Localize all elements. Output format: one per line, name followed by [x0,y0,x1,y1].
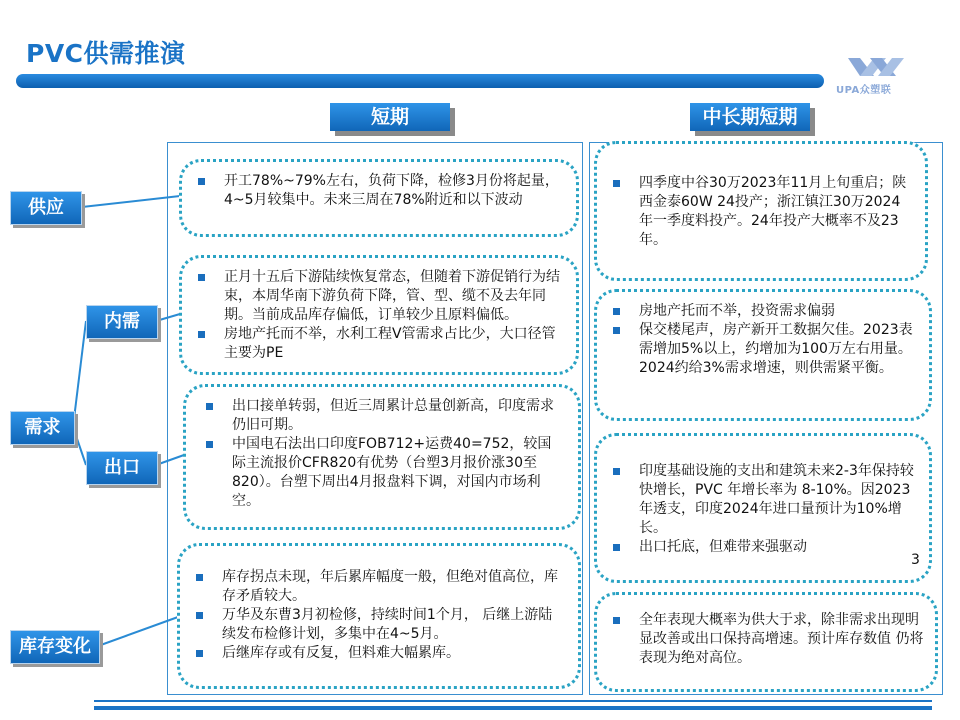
logo-text: UPA众塑联 [836,85,892,96]
long-domestic-card [594,289,932,421]
long-term-header: 中长期短期 [690,103,810,131]
list-item: 万华及东曹3月初检修，持续时间1个月， 后继上游陆续发布检修计划，多集中在4~5月。 [194,606,564,644]
list-item: 后继库存或有反复，但料难大幅累库。 [194,644,564,663]
label-inventory-change: 库存变化 [10,630,100,664]
list-item: 房地产托而不举，投资需求偏弱 [611,302,915,321]
list-item: 全年表现大概率为供大于求，除非需求出现明显改善或出口保持高增速。预计库存数值 仍将表现为绝对高位。 [611,611,925,668]
long-export-card [594,433,932,583]
short-inventory-card [177,543,581,689]
page-number: 3 [911,552,920,568]
list-item: 出口接单转弱，但近三周累计总量创新高，印度需求仍旧可期。 [204,397,564,435]
label-domestic-demand: 内需 [86,305,158,339]
short-domestic-card [179,255,579,375]
label-supply: 供应 [10,191,82,225]
label-export: 出口 [86,451,158,485]
footer-line-thick [94,706,932,710]
label-demand: 需求 [10,411,75,445]
list-item: 中国电石法出口印度FOB712+运费40=752，较国际主流报价CFR820有优势（台塑3月报价涨30至820）。台塑下周出4月报盘料下调，对国内市场利空。 [204,435,564,511]
list-item: 库存拐点未现，年后累库幅度一般，但绝对值高位，库存矛盾较大。 [194,568,564,606]
list-item: 出口托底，但难带来强驱动 [611,538,915,557]
long-supply-card [594,141,928,281]
long-inventory-card [594,592,938,692]
list-item: 开工78%~79%左右，负荷下降，检修3月份将起量，4~5月较集中。未来三周在78%附近和以下波动 [196,172,562,210]
list-item: 四季度中谷30万2023年11月上旬重启；陕西金泰60W 24投产；浙江镇江30万2024年一季度料投产。24年投产大概率不及23年。 [611,174,911,250]
list-item: 保交楼尾声，房产新开工数据欠佳。2023表需增加5%以上，约增加为100万左右用量。2024约给3%需求增速，则供需紧平衡。 [611,321,915,378]
list-item: 房地产托而不举，水利工程V管需求占比少，大口径管主要为PE [196,325,562,363]
short-export-card [183,384,581,530]
short-supply-card [179,159,579,237]
footer-line [94,700,932,702]
list-item: 正月十五后下游陆续恢复常态，但随着下游促销行为结束，本周华南下游负荷下降，管、型、缆不及去年同期。当前成品库存偏低，订单较少且原料偏低。 [196,268,562,325]
page-title: PVC供需推演 [26,39,186,68]
list-item: 印度基础设施的支出和建筑未来2-3年保持较快增长，PVC 年增长率为 8-10%。因2023年透支，印度2024年进口量预计为10%增长。 [611,462,915,538]
short-term-header: 短期 [330,103,450,131]
